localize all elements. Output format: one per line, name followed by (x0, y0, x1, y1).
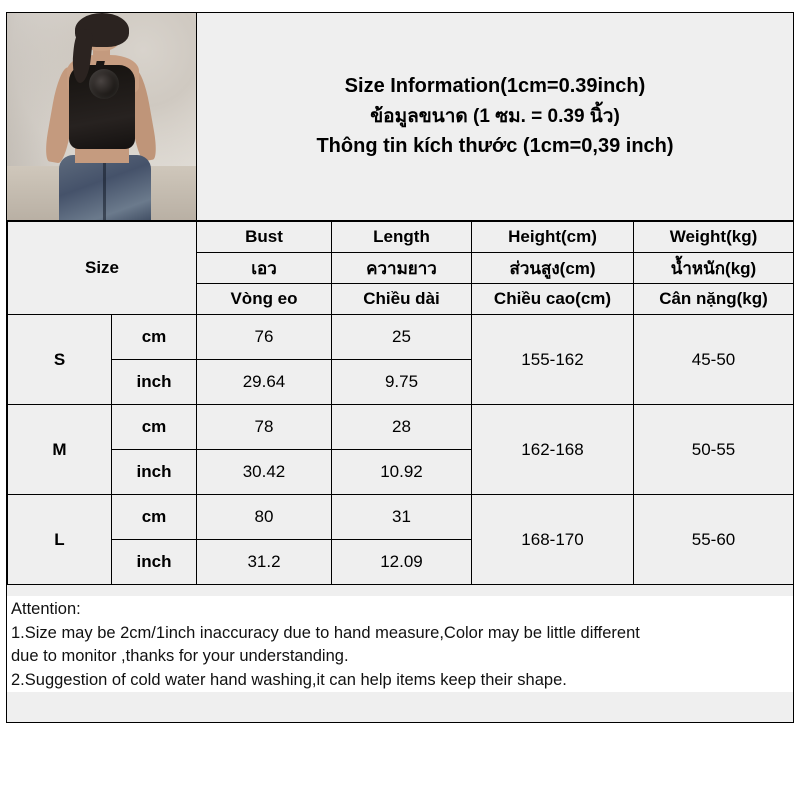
attention-line-1: 1.Size may be 2cm/1inch inaccuracy due to hand measure,Color may be little different (11, 623, 640, 642)
col-header-weight-en: Weight(kg) (634, 222, 794, 253)
cell-bust-cm-l: 80 (197, 495, 332, 540)
cell-height-s: 155-162 (472, 315, 634, 405)
chart-title-block (197, 13, 793, 220)
attention-line-3: 2.Suggestion of cold water hand washing,it can help items keep their shape. (11, 670, 567, 689)
cell-length-inch-s: 9.75 (332, 360, 472, 405)
row-unit-inch-m: inch (112, 450, 197, 495)
table-row (8, 495, 794, 540)
row-size-label-l: L (8, 495, 112, 585)
col-header-length-th: ความยาว (332, 253, 472, 284)
col-header-weight-th: น้ำหนัก(kg) (634, 253, 794, 284)
row-unit-inch-s: inch (112, 360, 197, 405)
cell-weight-l: 55-60 (634, 495, 794, 585)
table-row (8, 315, 794, 360)
col-header-bust-en: Bust (197, 222, 332, 253)
model-photo (7, 13, 196, 220)
cell-length-inch-l: 12.09 (332, 540, 472, 585)
row-unit-inch-l: inch (112, 540, 197, 585)
col-header-length-vi: Chiều dài (332, 284, 472, 315)
cell-length-inch-m: 10.92 (332, 450, 472, 495)
cell-length-cm-l: 31 (332, 495, 472, 540)
cell-height-l: 168-170 (472, 495, 634, 585)
col-header-height-vi: Chiều cao(cm) (472, 284, 634, 315)
size-table (7, 221, 794, 585)
row-size-label-s: S (8, 315, 112, 405)
cell-bust-cm-s: 76 (197, 315, 332, 360)
cell-bust-inch-l: 31.2 (197, 540, 332, 585)
row-unit-cm-s: cm (112, 315, 197, 360)
product-photo-cell (7, 13, 197, 220)
cell-bust-cm-m: 78 (197, 405, 332, 450)
col-header-length-en: Length (332, 222, 472, 253)
attention-line-2: due to monitor ,thanks for your understanding. (11, 647, 349, 666)
cell-bust-inch-m: 30.42 (197, 450, 332, 495)
cell-weight-m: 50-55 (634, 405, 794, 495)
chart-header-row (7, 13, 793, 221)
col-header-weight-vi: Cân nặng(kg) (634, 284, 794, 315)
cell-length-cm-s: 25 (332, 315, 472, 360)
title-thai: ข้อมูลขนาด (1 ซม. = 0.39 นิ้ว) (370, 105, 620, 127)
col-header-height-en: Height(cm) (472, 222, 634, 253)
row-unit-cm-m: cm (112, 405, 197, 450)
title-vietnamese: Thông tin kích thước (1cm=0,39 inch) (316, 135, 674, 158)
size-column-header: Size (8, 222, 197, 315)
cell-length-cm-m: 28 (332, 405, 472, 450)
attention-block (7, 596, 793, 692)
attention-heading: Attention: (11, 600, 81, 618)
cell-bust-inch-s: 29.64 (197, 360, 332, 405)
col-header-height-th: ส่วนสูง(cm) (472, 253, 634, 284)
col-header-bust-vi: Vòng eo (197, 284, 332, 315)
cell-height-m: 162-168 (472, 405, 634, 495)
col-header-bust-th: เอว (197, 253, 332, 284)
row-unit-cm-l: cm (112, 495, 197, 540)
title-english: Size Information(1cm=0.39inch) (344, 74, 646, 97)
cell-weight-s: 45-50 (634, 315, 794, 405)
table-header-row-en (8, 222, 794, 253)
table-row (8, 405, 794, 450)
row-size-label-m: M (8, 405, 112, 495)
